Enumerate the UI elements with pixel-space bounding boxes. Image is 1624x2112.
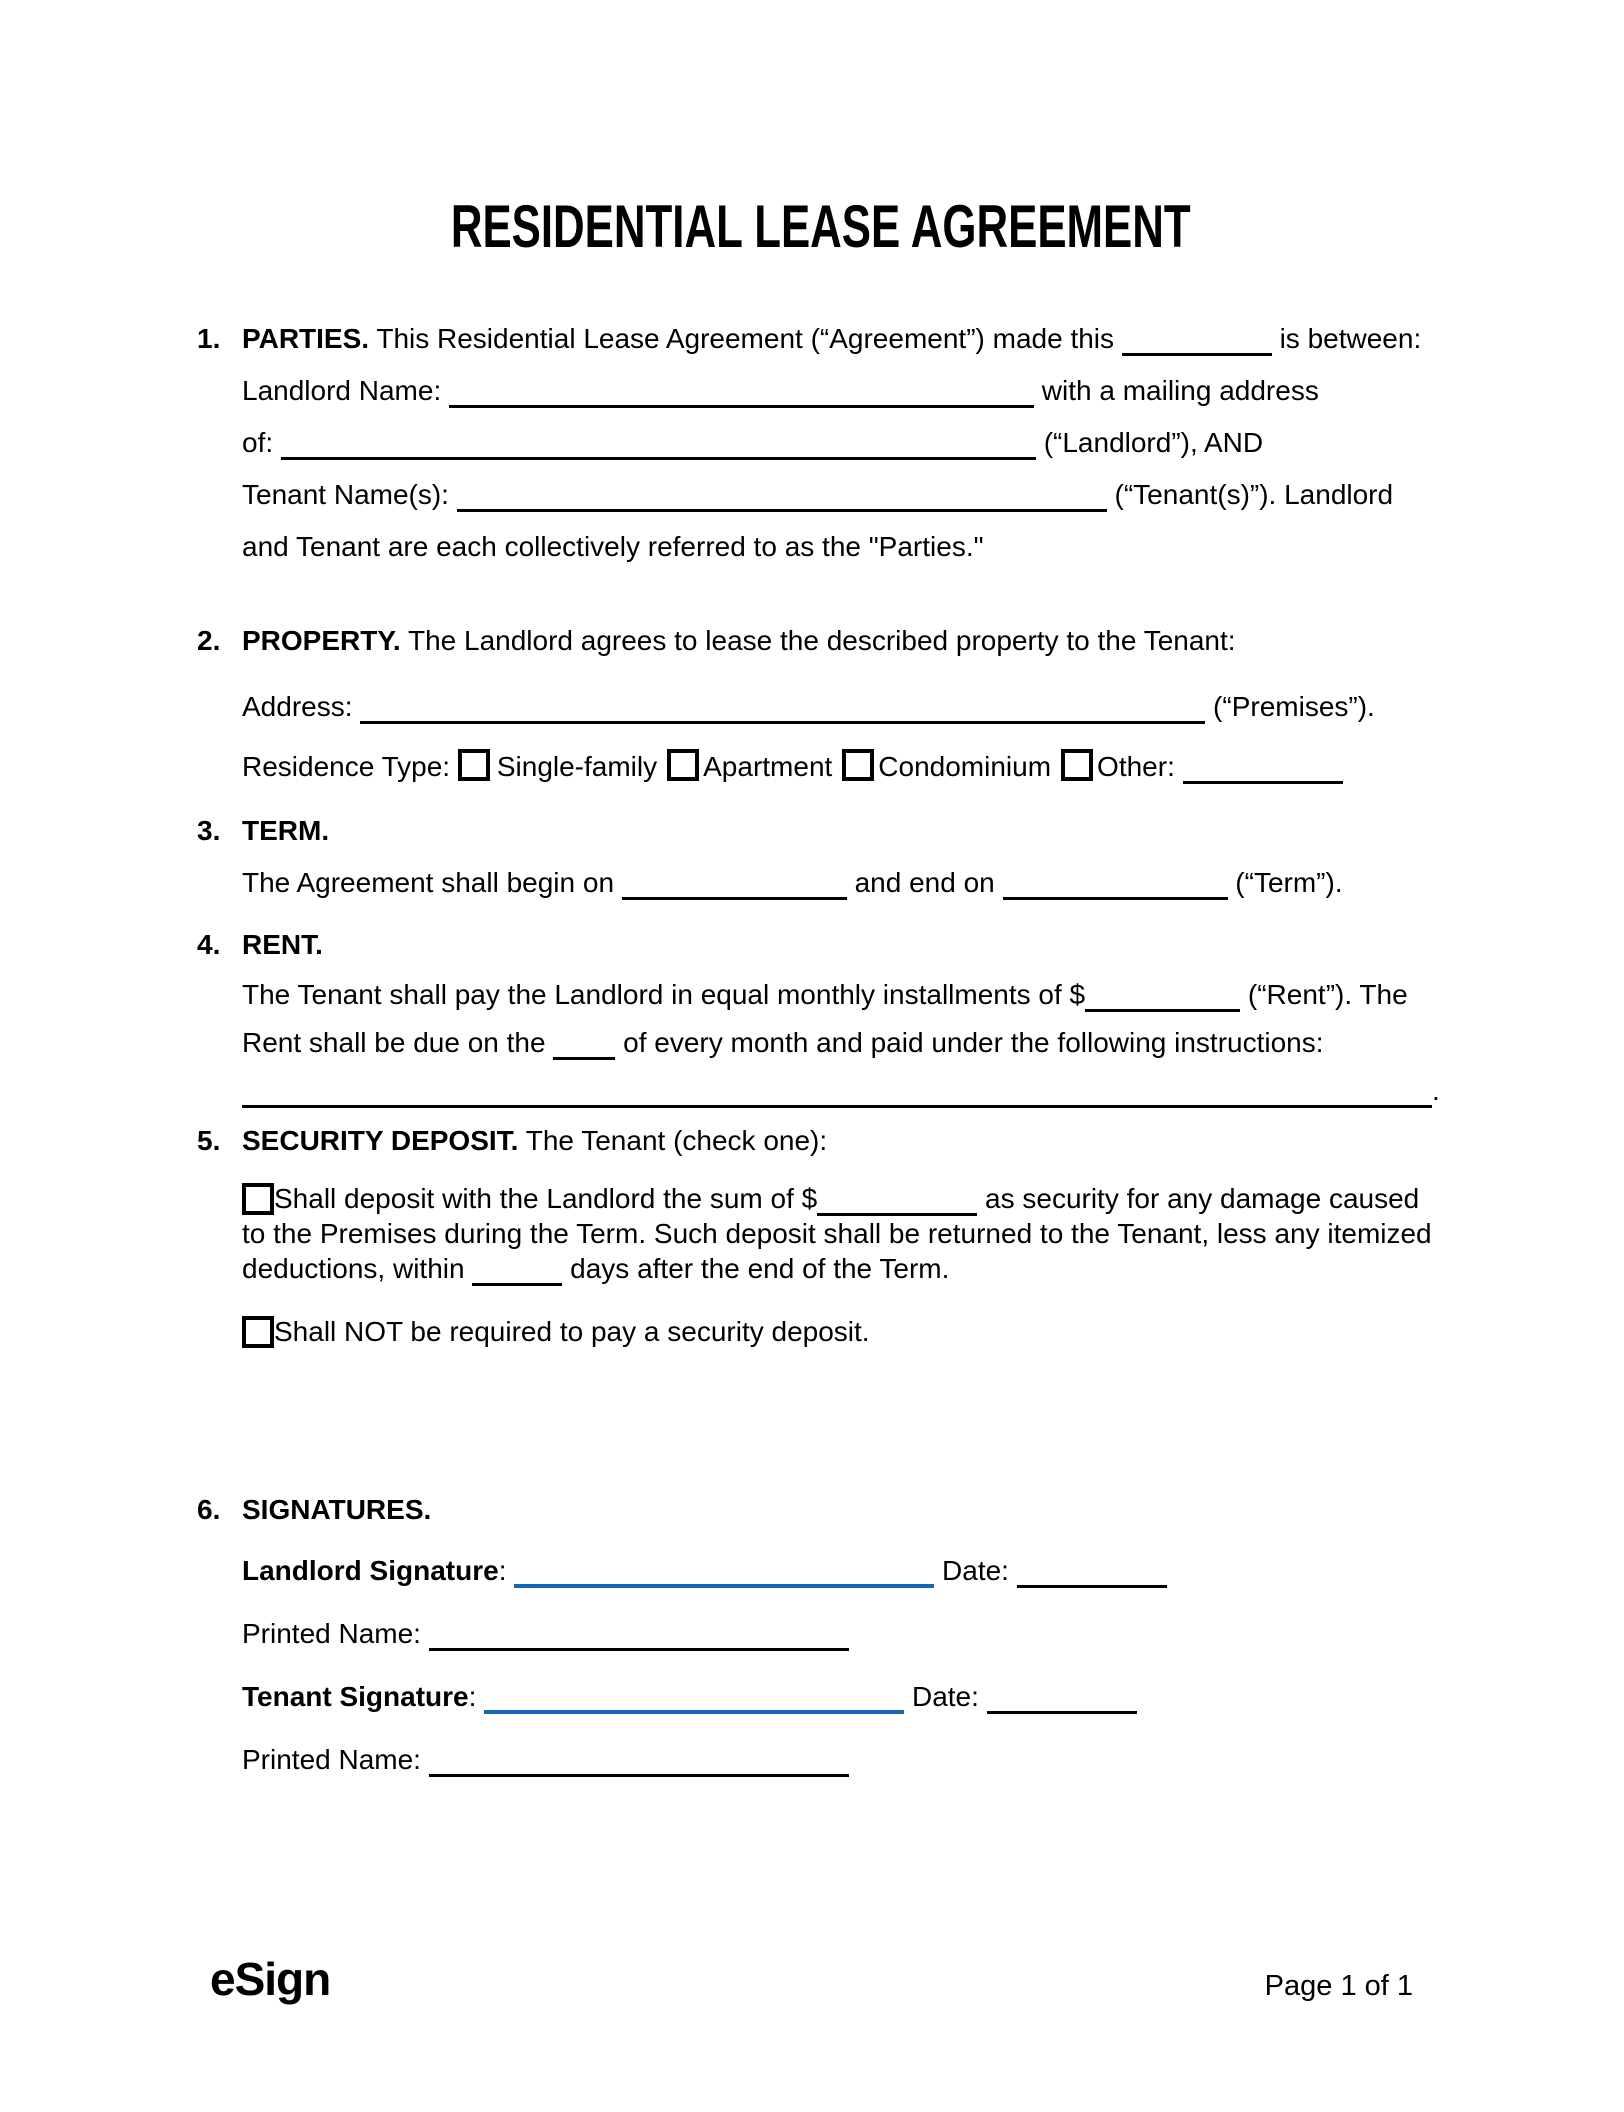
no-deposit-checkbox[interactable]	[242, 1316, 274, 1348]
payment-instructions-blank[interactable]	[242, 1105, 1432, 1108]
rent-amount-line	[242, 971, 1444, 1019]
term-begin-label: The Agreement shall begin on	[242, 867, 622, 898]
landlord-printed-name-blank[interactable]	[429, 1648, 849, 1651]
parties-heading: PARTIES.	[242, 323, 370, 354]
label-colon: :	[468, 1681, 485, 1712]
section-security-deposit	[197, 1115, 1444, 1354]
other-label: Other:	[1097, 751, 1183, 782]
condominium-label: Condominium	[878, 751, 1052, 782]
parties-intro-line	[242, 313, 1444, 365]
rent-due-line	[242, 1019, 1444, 1067]
deposit-opt2-text: Shall NOT be required to pay a security deposit.	[274, 1316, 870, 1347]
landlord-name-label: Landlord Name:	[242, 375, 450, 406]
landlord-signature-label: Landlord Signature	[242, 1555, 499, 1586]
term-end-date-blank[interactable]	[1003, 897, 1228, 900]
deposit-opt1-text-d: days after the end of the Term.	[562, 1253, 950, 1284]
landlord-printed-name-row	[242, 1608, 1444, 1660]
deposit-opt1-text-b: as security for any damage caused	[977, 1183, 1420, 1214]
section-signatures	[197, 1484, 1444, 1797]
term-dates-line	[242, 857, 1444, 909]
esign-logo: eSign	[210, 1953, 331, 2005]
tenant-date-blank[interactable]	[987, 1711, 1137, 1714]
section-number: 3.	[197, 815, 221, 846]
section-parties	[197, 313, 1444, 573]
property-address-line	[242, 681, 1444, 733]
signatures-heading: SIGNATURES.	[242, 1494, 432, 1525]
tenant-name-blank[interactable]	[457, 509, 1107, 512]
of-after: (“Landlord”), AND	[1035, 427, 1264, 458]
document-content	[197, 193, 1444, 1797]
deposit-heading-line	[242, 1115, 1444, 1167]
condominium-checkbox[interactable]	[842, 749, 874, 781]
section-number: 2.	[197, 625, 221, 656]
tenant-name-after: (“Tenant(s)”). Landlord	[1106, 479, 1394, 510]
parties-closing-line: and Tenant are each collectively referred to as the "Parties."	[242, 531, 984, 562]
landlord-name-line	[242, 365, 1444, 417]
section-number: 4.	[197, 929, 221, 960]
term-after: (“Term”).	[1227, 867, 1343, 898]
rent-rule-period: .	[1432, 1075, 1440, 1106]
term-heading: TERM.	[242, 815, 330, 846]
deposit-heading: SECURITY DEPOSIT.	[242, 1125, 519, 1156]
rent-due-text-a: Rent shall be due on the	[242, 1027, 554, 1058]
deposit-required-checkbox[interactable]	[242, 1183, 274, 1215]
single-family-label: Single-family	[496, 751, 658, 782]
landlord-address-line	[242, 417, 1444, 469]
section-number: 5.	[197, 1125, 221, 1156]
parties-intro-b: is between:	[1271, 323, 1422, 354]
section-term	[197, 805, 1444, 909]
term-heading-line	[242, 805, 1444, 857]
date-label: Date:	[904, 1681, 987, 1712]
property-heading: PROPERTY.	[242, 625, 401, 656]
section-property	[197, 615, 1444, 793]
property-intro: The Landlord agrees to lease the described property to the Tenant:	[400, 625, 1236, 656]
address-label: Address:	[242, 691, 361, 722]
printed-name-label: Printed Name:	[242, 1618, 429, 1649]
other-checkbox[interactable]	[1061, 749, 1093, 781]
rent-heading-line	[242, 919, 1444, 971]
single-family-checkbox[interactable]	[458, 749, 490, 781]
date-label: Date:	[934, 1555, 1017, 1586]
section-rent	[197, 919, 1444, 1115]
tenant-signature-label: Tenant Signature	[242, 1681, 469, 1712]
deposit-return-days-blank[interactable]	[472, 1283, 562, 1286]
rent-amount-text-b: (“Rent”). The	[1240, 979, 1408, 1010]
label-colon: :	[498, 1555, 515, 1586]
residence-type-line	[242, 741, 1444, 793]
landlord-name-after: with a mailing address	[1034, 375, 1319, 406]
deposit-opt1-line1	[242, 1181, 1444, 1216]
tenant-signature-row	[242, 1671, 1444, 1723]
of-label: of:	[242, 427, 281, 458]
tenant-name-label: Tenant Name(s):	[242, 479, 457, 510]
signatures-heading-line	[242, 1484, 1444, 1536]
term-end-label: and end on	[846, 867, 1003, 898]
deposit-opt1-line3	[242, 1251, 1444, 1286]
page-number: Page 1 of 1	[1264, 1970, 1413, 2002]
term-start-date-blank[interactable]	[622, 897, 847, 900]
landlord-date-blank[interactable]	[1017, 1585, 1167, 1588]
landlord-signature-row	[242, 1545, 1444, 1597]
property-address-blank[interactable]	[360, 721, 1205, 724]
document-title	[197, 193, 1444, 260]
landlord-name-blank[interactable]	[449, 405, 1034, 408]
agreement-date-blank[interactable]	[1122, 353, 1272, 356]
section-number: 1.	[197, 323, 221, 354]
section-number: 6.	[197, 1494, 221, 1525]
deposit-opt1-line2: to the Premises during the Term. Such deposit shall be returned to the Tenant, less any itemized	[242, 1218, 1432, 1249]
document-title-text: RESIDENTIAL LEASE AGREEMENT	[450, 193, 1191, 260]
page-footer	[210, 1952, 1413, 2006]
parties-intro-a: This Residential Lease Agreement (“Agreement”) made this	[369, 323, 1122, 354]
residence-type-label: Residence Type:	[242, 751, 458, 782]
tenant-printed-name-blank[interactable]	[429, 1774, 849, 1777]
property-heading-line	[242, 615, 1444, 667]
rent-heading: RENT.	[242, 929, 323, 960]
rent-due-day-blank[interactable]	[553, 1057, 615, 1060]
tenant-name-line	[242, 469, 1444, 521]
rent-due-text-b: of every month and paid under the following instructions:	[615, 1027, 1324, 1058]
apartment-checkbox[interactable]	[667, 749, 699, 781]
rent-instructions-line	[242, 1067, 1444, 1115]
other-blank[interactable]	[1183, 781, 1343, 784]
deposit-opt1-text-c: deductions, within	[242, 1253, 473, 1284]
deposit-option-2	[242, 1310, 1444, 1354]
printed-name-label: Printed Name:	[242, 1744, 429, 1775]
tenant-signature-line[interactable]	[484, 1710, 904, 1714]
landlord-signature-line[interactable]	[514, 1584, 934, 1588]
landlord-address-blank[interactable]	[281, 457, 1036, 460]
tenant-printed-name-row	[242, 1734, 1444, 1786]
address-after: (“Premises”).	[1205, 691, 1375, 722]
deposit-opt1-text-a: Shall deposit with the Landlord the sum of $	[274, 1183, 818, 1214]
deposit-option-1	[242, 1181, 1444, 1286]
rent-amount-text-a: The Tenant shall pay the Landlord in equal monthly installments of $	[242, 979, 1086, 1010]
deposit-intro: The Tenant (check one):	[518, 1125, 828, 1156]
apartment-label: Apartment	[703, 751, 833, 782]
rent-amount-blank[interactable]	[1085, 1009, 1240, 1012]
